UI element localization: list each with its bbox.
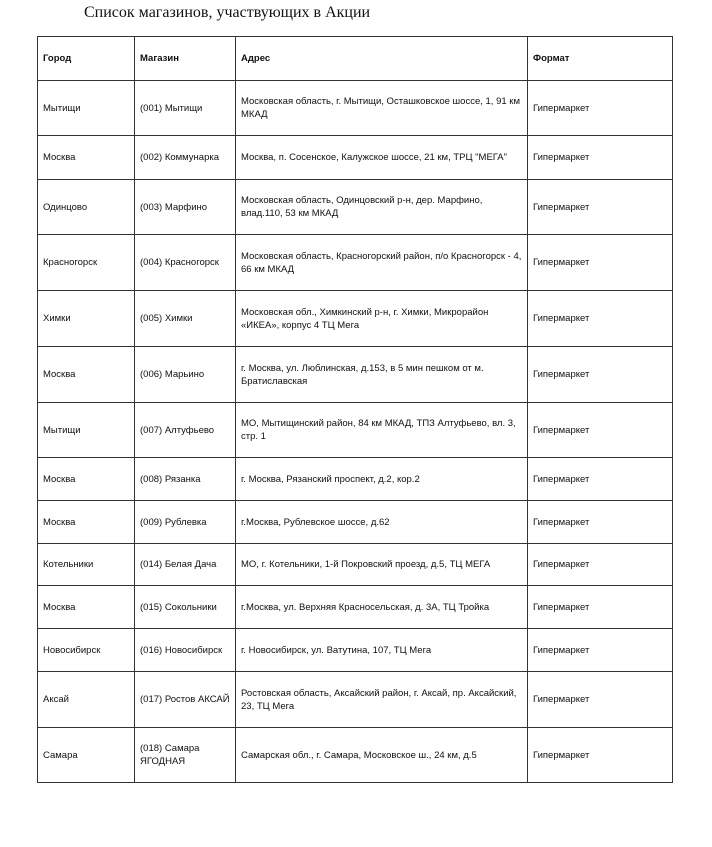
cell-format: Гипермаркет: [528, 180, 673, 235]
cell-address: Московская область, Одинцовский р-н, дер. Марфино, влад.110, 53 км МКАД: [236, 180, 528, 235]
cell-city: Котельники: [38, 544, 135, 586]
cell-store: (014) Белая Дача: [135, 544, 236, 586]
table-row: [38, 403, 673, 458]
cell-address: Самарская обл., г. Самара, Московское ш., 24 км, д.5: [236, 728, 528, 783]
table-row: [38, 136, 673, 180]
cell-store: (008) Рязанка: [135, 458, 236, 501]
cell-address: Москва, п. Сосенское, Калужское шоссе, 21 км, ТРЦ "МЕГА": [236, 136, 528, 180]
cell-address: МО, г. Котельники, 1-й Покровский проезд, д.5, ТЦ МЕГА: [236, 544, 528, 586]
cell-city: Мытищи: [38, 81, 135, 136]
table-row: [38, 544, 673, 586]
cell-city: Москва: [38, 586, 135, 629]
cell-format: Гипермаркет: [528, 501, 673, 544]
cell-address: г. Москва, Рязанский проспект, д.2, кор.2: [236, 458, 528, 501]
cell-format: Гипермаркет: [528, 235, 673, 291]
table-row: [38, 347, 673, 403]
header-store: Магазин: [135, 37, 236, 81]
cell-city: Москва: [38, 458, 135, 501]
cell-format: Гипермаркет: [528, 586, 673, 629]
table-row: [38, 235, 673, 291]
cell-format: Гипермаркет: [528, 458, 673, 501]
table-row: [38, 586, 673, 629]
table-row: [38, 672, 673, 728]
cell-store: (002) Коммунарка: [135, 136, 236, 180]
cell-store: (001) Мытищи: [135, 81, 236, 136]
cell-city: Москва: [38, 501, 135, 544]
table-row: [38, 629, 673, 672]
cell-format: Гипермаркет: [528, 544, 673, 586]
cell-format: Гипермаркет: [528, 291, 673, 347]
cell-format: Гипермаркет: [528, 347, 673, 403]
stores-table: [37, 36, 673, 783]
cell-store: (003) Марфино: [135, 180, 236, 235]
cell-address: Московская обл., Химкинский р-н, г. Химки, Микрорайон «ИКЕА», корпус 4 ТЦ Мега: [236, 291, 528, 347]
cell-city: Красногорск: [38, 235, 135, 291]
cell-store: (007) Алтуфьево: [135, 403, 236, 458]
header-city: Город: [38, 37, 135, 81]
table-row: [38, 81, 673, 136]
header-address: Адрес: [236, 37, 528, 81]
table-header-row: [38, 37, 673, 81]
cell-address: г. Новосибирск, ул. Ватутина, 107, ТЦ Мега: [236, 629, 528, 672]
cell-city: Москва: [38, 347, 135, 403]
cell-address: Московская область, Красногорский район, п/о Красногорск - 4, 66 км МКАД: [236, 235, 528, 291]
cell-city: Москва: [38, 136, 135, 180]
cell-store: (006) Марьино: [135, 347, 236, 403]
cell-store: (009) Рублевка: [135, 501, 236, 544]
cell-address: г.Москва, ул. Верхняя Красносельская, д. 3А, ТЦ Тройка: [236, 586, 528, 629]
cell-store: (005) Химки: [135, 291, 236, 347]
cell-city: Одинцово: [38, 180, 135, 235]
cell-format: Гипермаркет: [528, 81, 673, 136]
cell-address: Ростовская область, Аксайский район, г. Аксай, пр. Аксайский, 23, ТЦ Мега: [236, 672, 528, 728]
cell-store: (016) Новосибирск: [135, 629, 236, 672]
cell-city: Мытищи: [38, 403, 135, 458]
table-row: [38, 180, 673, 235]
header-format: Формат: [528, 37, 673, 81]
cell-format: Гипермаркет: [528, 728, 673, 783]
cell-address: г.Москва, Рублевское шоссе, д.62: [236, 501, 528, 544]
cell-format: Гипермаркет: [528, 136, 673, 180]
table-row: [38, 458, 673, 501]
cell-address: МО, Мытищинский район, 84 км МКАД, ТПЗ Алтуфьево, вл. 3, стр. 1: [236, 403, 528, 458]
cell-address: г. Москва, ул. Люблинская, д.153, в 5 мин пешком от м. Братиславская: [236, 347, 528, 403]
cell-store: (017) Ростов АКСАЙ: [135, 672, 236, 728]
cell-store: (018) Самара ЯГОДНАЯ: [135, 728, 236, 783]
cell-format: Гипермаркет: [528, 672, 673, 728]
cell-store: (015) Сокольники: [135, 586, 236, 629]
cell-city: Самара: [38, 728, 135, 783]
cell-city: Новосибирск: [38, 629, 135, 672]
table-row: [38, 501, 673, 544]
table-row: [38, 728, 673, 783]
cell-format: Гипермаркет: [528, 629, 673, 672]
cell-city: Аксай: [38, 672, 135, 728]
cell-city: Химки: [38, 291, 135, 347]
page-title: Список магазинов, участвующих в Акции: [84, 4, 371, 21]
cell-format: Гипермаркет: [528, 403, 673, 458]
cell-store: (004) Красногорск: [135, 235, 236, 291]
table-row: [38, 291, 673, 347]
cell-address: Московская область, г. Мытищи, Осташковское шоссе, 1, 91 км МКАД: [236, 81, 528, 136]
